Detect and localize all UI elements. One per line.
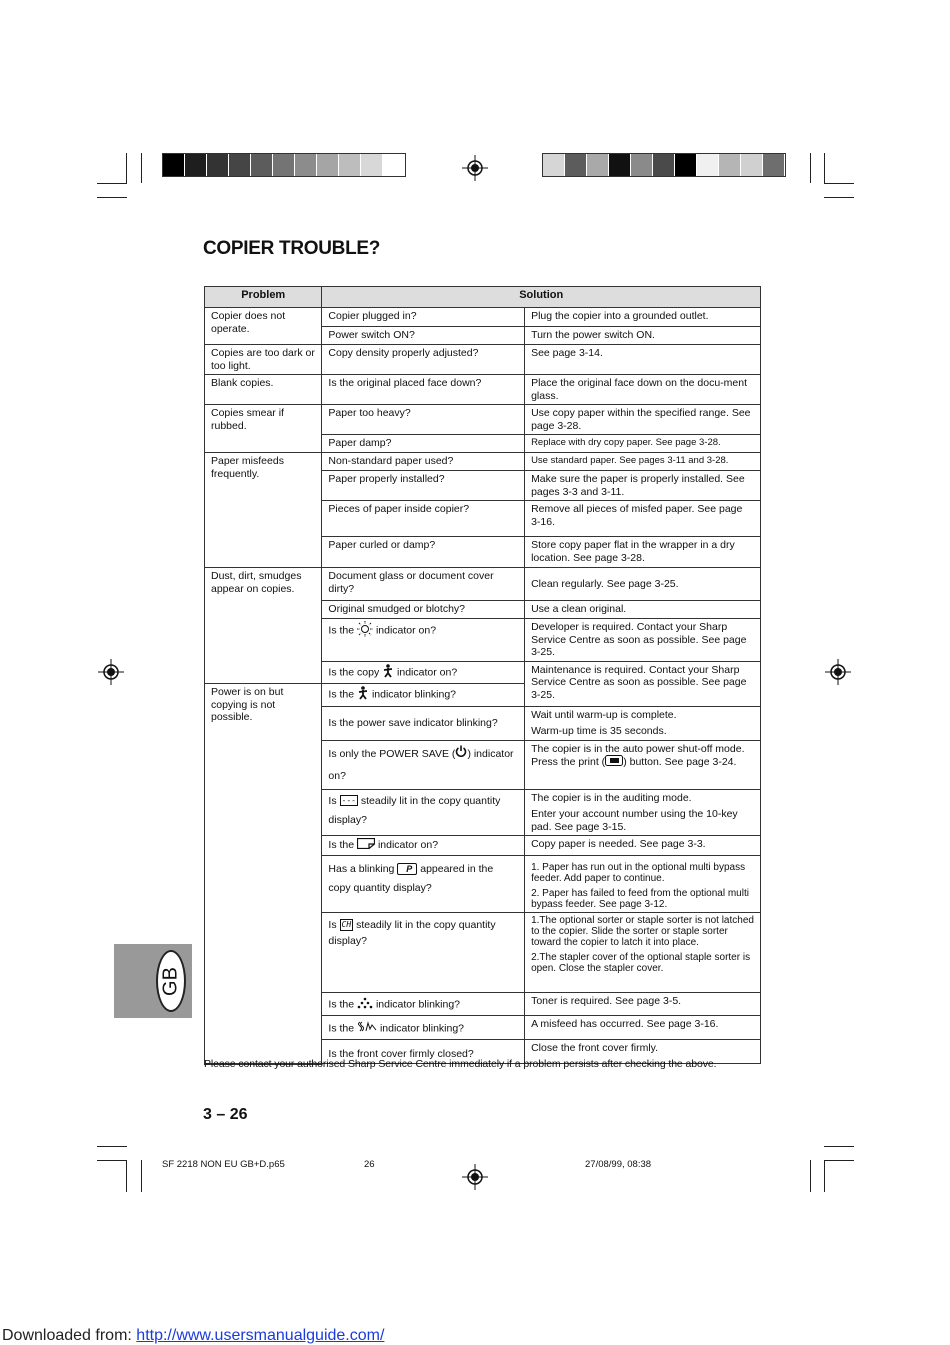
table-row: [205, 375, 761, 405]
maintenance-person-icon: [382, 664, 394, 682]
toner-dots-icon: [357, 997, 373, 1013]
crop-mark: [810, 153, 811, 183]
language-tab-label: GB: [159, 967, 182, 996]
question-text: Is: [328, 918, 337, 931]
solution-cell: [525, 706, 761, 740]
question-text: Is the: [328, 1022, 355, 1035]
table-row: [205, 453, 761, 471]
question-cell: [322, 661, 525, 684]
color-swatch: [163, 154, 185, 176]
solution-text: The copier is in the auto power shut-off mode. Press the print (: [531, 742, 745, 769]
crop-mark: [126, 1160, 127, 1192]
question-cell: Power switch ON?: [322, 327, 525, 345]
color-swatch: [741, 154, 763, 176]
crop-mark: [97, 1160, 127, 1161]
color-swatch: [383, 154, 405, 176]
registration-mark-icon: [462, 1164, 488, 1190]
question-cell: Is the power save indicator blinking?: [322, 706, 525, 740]
table-row: [205, 308, 761, 327]
file-page: 26: [364, 1159, 375, 1170]
question-cell: Pieces of paper inside copier?: [322, 501, 525, 537]
solution-cell: [525, 912, 761, 992]
color-swatch: [251, 154, 273, 176]
color-swatch: [185, 154, 207, 176]
color-swatch: [339, 154, 361, 176]
solution-text: 2. Paper has failed to feed from the optional multi bypass feeder. See page 3-12.: [531, 887, 749, 910]
color-swatch: [587, 154, 609, 176]
solution-cell: Turn the power switch ON.: [525, 327, 761, 345]
solution-text: 1.The optional sorter or staple sorter is not latched to the copier. Slide the sorter or staple sorter toward the copier to latch it into place.: [531, 914, 754, 948]
question-cell: Document glass or document cover dirty?: [322, 568, 525, 601]
question-cell: Paper curled or damp?: [322, 537, 525, 568]
table-row: [205, 568, 761, 601]
question-text: indicator on?: [397, 666, 458, 679]
color-swatch: [273, 154, 295, 176]
column-header-solution: Solution: [322, 287, 761, 308]
problem-cell: Power is on but copying is not possible.: [205, 684, 322, 1064]
question-text: Is: [328, 794, 337, 807]
crop-mark: [824, 1146, 854, 1147]
question-cell: Is the original placed face down?: [322, 375, 525, 405]
question-text: indicator blinking?: [371, 688, 457, 701]
color-swatch: [719, 154, 741, 176]
audit-display-icon: ---: [341, 796, 356, 806]
question-text: Has a blinking: [328, 862, 395, 875]
question-cell: Copier plugged in?: [322, 308, 525, 327]
crop-mark: [824, 153, 825, 183]
question-cell: Original smudged or blotchy?: [322, 601, 525, 619]
color-swatch: [361, 154, 383, 176]
solution-text: Warm-up time is 35 seconds.: [531, 725, 667, 737]
problem-cell: Paper misfeeds frequently.: [205, 453, 322, 568]
color-swatch: [631, 154, 653, 176]
solution-cell: Clean regularly. See page 3-25.: [525, 568, 761, 601]
question-text: Is the copy: [328, 666, 380, 679]
page-number: 3 – 26: [203, 1106, 248, 1123]
solution-cell: Toner is required. See page 3-5.: [525, 992, 761, 1015]
solution-cell: [525, 789, 761, 836]
file-date: 27/08/99, 08:38: [585, 1159, 652, 1170]
solution-text: The copier is in the auditing mode.: [531, 791, 692, 804]
color-swatch: [229, 154, 251, 176]
column-header-problem: Problem: [205, 287, 322, 308]
download-prefix: Downloaded from:: [2, 1327, 132, 1344]
crop-mark: [97, 183, 127, 184]
registration-mark-icon: [825, 659, 851, 685]
color-swatch: [207, 154, 229, 176]
crop-mark: [97, 197, 127, 198]
color-swatch: [697, 154, 719, 176]
question-text: steadily lit in the copy quantity display?: [328, 918, 496, 947]
solution-cell: Copy paper is needed. See page 3-3.: [525, 836, 761, 856]
footnote: Please contact your authorised Sharp Service Centre immediately if a problem persists after checking the above.: [204, 1058, 717, 1070]
problem-cell: Blank copies.: [205, 375, 322, 405]
question-cell: Is the front cover firmly closed?: [322, 1039, 525, 1063]
question-cell: Copy density properly adjusted?: [322, 345, 525, 375]
question-cell: [322, 789, 525, 836]
solution-text: Wait until warm-up is complete.: [531, 708, 677, 721]
question-text: steadily lit in the copy quantity display?: [328, 794, 501, 826]
color-swatch: [763, 154, 785, 176]
question-text: indicator on?: [377, 839, 439, 852]
question-cell: Paper damp?: [322, 435, 525, 453]
bypass-paper-display-icon: P: [397, 863, 417, 875]
crop-mark: [810, 1160, 811, 1192]
question-text: Is the: [328, 624, 355, 637]
solution-text: 1. Paper has run out in the optional multi bypass feeder. Add paper to continue.: [531, 861, 746, 884]
question-text: appeared in the copy quantity display?: [328, 862, 494, 894]
question-text: ) indicator on?: [328, 747, 514, 782]
solution-cell: [525, 740, 761, 789]
solution-cell: Developer is required. Contact your Sharp Service Centre as soon as possible. See page 3-25.: [525, 619, 761, 662]
problem-cell: Copier does not operate.: [205, 308, 322, 345]
color-swatch: [609, 154, 631, 176]
crop-mark: [824, 1160, 825, 1192]
troubleshooting-table: [204, 286, 761, 1065]
solution-cell: Store copy paper flat in the wrapper in a dry location. See page 3-28.: [525, 537, 761, 568]
table-row: [205, 405, 761, 435]
question-cell: [322, 912, 525, 992]
crop-mark: [824, 197, 854, 198]
question-text: indicator blinking?: [375, 998, 461, 1011]
crop-mark: [141, 1160, 142, 1192]
color-swatch: [565, 154, 587, 176]
table-row: [205, 345, 761, 375]
question-text: indicator on?: [375, 624, 437, 637]
crop-mark: [824, 1160, 854, 1161]
download-link[interactable]: http://www.usersmanualguide.com/: [136, 1327, 385, 1344]
page-title: COPIER TROUBLE?: [203, 238, 381, 259]
color-calibration-bar-right: [542, 153, 786, 177]
download-notice: [2, 1327, 384, 1345]
color-swatch: [675, 154, 697, 176]
question-cell: [322, 992, 525, 1015]
problem-cell: Dust, dirt, smudges appear on copies.: [205, 568, 322, 684]
sorter-display-icon: CH: [341, 919, 352, 929]
solution-cell: Make sure the paper is properly installed. See pages 3-3 and 3-11.: [525, 471, 761, 501]
solution-cell: Use standard paper. See pages 3-11 and 3-28.: [525, 453, 761, 471]
file-name: SF 2218 NON EU GB+D.p65: [162, 1159, 285, 1170]
question-text: Is the: [328, 839, 355, 852]
color-swatch: [543, 154, 565, 176]
registration-mark-icon: [98, 659, 124, 685]
crop-mark: [97, 1146, 127, 1147]
question-text: Is only the POWER SAVE (: [328, 747, 456, 760]
power-icon: [455, 743, 467, 765]
crop-mark: [141, 153, 142, 183]
question-text: Is the: [328, 688, 355, 701]
question-cell: [322, 836, 525, 856]
solution-text: Enter your account number using the 10-key pad. See page 3-15.: [531, 808, 738, 833]
solution-cell: Use a clean original.: [525, 601, 761, 619]
question-text: indicator blinking?: [379, 1022, 465, 1035]
question-cell: Paper properly installed?: [322, 471, 525, 501]
table-header-row: [205, 287, 761, 308]
question-text: Is the: [328, 998, 355, 1011]
problem-cell: Copies smear if rubbed.: [205, 405, 322, 453]
solution-cell: Replace with dry copy paper. See page 3-28.: [525, 435, 761, 453]
problem-cell: Copies are too dark or too light.: [205, 345, 322, 375]
solution-cell: Place the original face down on the docu-ment glass.: [525, 375, 761, 405]
question-cell: [322, 619, 525, 662]
question-cell: Paper too heavy?: [322, 405, 525, 435]
paper-empty-icon: [357, 838, 375, 853]
developer-sun-icon: [357, 621, 373, 641]
solution-cell: Remove all pieces of misfed paper. See page 3-16.: [525, 501, 761, 537]
maintenance-person-icon: [357, 686, 369, 704]
solution-cell: Use copy paper within the specified range. See page 3-28.: [525, 405, 761, 435]
question-cell: [322, 740, 525, 789]
solution-cell: Close the front cover firmly.: [525, 1039, 761, 1063]
question-cell: [322, 684, 525, 707]
solution-cell: Plug the copier into a grounded outlet.: [525, 308, 761, 327]
question-cell: [322, 855, 525, 912]
misfeed-icon: [357, 1021, 377, 1037]
solution-cell: A misfeed has occurred. See page 3-16.: [525, 1015, 761, 1039]
registration-mark-icon: [462, 155, 488, 181]
color-swatch: [317, 154, 339, 176]
crop-mark: [126, 153, 127, 183]
solution-text: 2.The stapler cover of the optional staple sorter is open. Close the stapler cover.: [531, 951, 751, 974]
color-swatch: [653, 154, 675, 176]
color-swatch: [295, 154, 317, 176]
question-cell: Non-standard paper used?: [322, 453, 525, 471]
question-cell: [322, 1015, 525, 1039]
solution-cell: Maintenance is required. Contact your Sharp Service Centre as soon as possible. See page 3-25.: [525, 661, 761, 706]
print-button-icon: [605, 755, 623, 770]
crop-mark: [824, 183, 854, 184]
solution-cell: [525, 855, 761, 912]
color-calibration-bar-left: [162, 153, 406, 177]
solution-cell: See page 3-14.: [525, 345, 761, 375]
solution-text: ) button. See page 3-24.: [623, 756, 737, 769]
